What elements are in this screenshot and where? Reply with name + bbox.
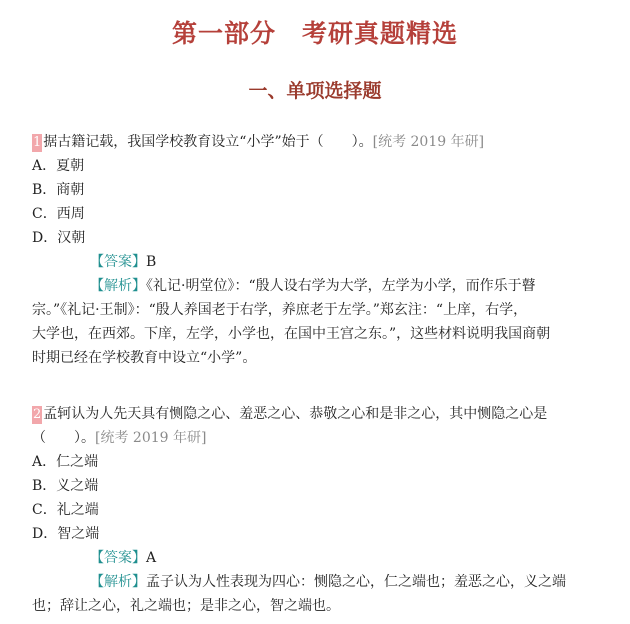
question-2-answer-value: A — [146, 550, 157, 566]
question-1-option-c: C．西周 — [32, 206, 85, 222]
question-1-analysis-line-4: 时期已经在学校教育中设立“小学”。 — [32, 350, 257, 366]
question-2-analysis-label: 【解析】 — [90, 574, 146, 590]
question-1-number: 1 — [33, 135, 42, 150]
question-2-option-d: D．智之端 — [32, 526, 100, 542]
question-2-answer-label: 【答案】 — [90, 550, 146, 566]
part-title — [0, 14, 630, 50]
question-1-answer — [90, 250, 156, 274]
question-2-analysis-text-1: 孟子认为人性表现为四心：恻隐之心，仁之端也；羞恶之心，义之端 — [146, 574, 566, 590]
question-1-tag: [统考 2019 年研] — [372, 134, 485, 150]
question-2-analysis-line-2: 也；辞让之心，礼之端也；是非之心，智之端也。 — [32, 598, 340, 614]
question-1-answer-label: 【答案】 — [90, 254, 146, 270]
part-title-prefix: 第一部分 — [171, 19, 276, 48]
question-2-option-b: B．义之端 — [32, 478, 99, 494]
question-2-stem-text-1: 孟轲认为人先天具有恻隐之心、羞恶之心、恭敬之心和是非之心，其中恻隐之心是 — [43, 406, 548, 422]
question-1-option-b: B．商朝 — [32, 182, 85, 198]
question-1-option-a: A．夏朝 — [32, 158, 85, 174]
question-2-number: 2 — [33, 407, 42, 422]
question-1-answer-value: B — [146, 254, 157, 270]
question-2-stem-line-1 — [32, 402, 547, 426]
section-title: 一、单项选择题 — [248, 80, 382, 102]
question-2-answer — [90, 546, 156, 570]
question-1-stem — [32, 130, 484, 154]
question-2-option-c: C．礼之端 — [32, 502, 99, 518]
question-2-tag: [统考 2019 年研] — [95, 430, 207, 446]
question-1-analysis-text-1: 《礼记·明堂位》：“殷人设右学为大学，左学为小学，而作乐于瞽 — [146, 278, 536, 294]
question-2-option-a: A．仁之端 — [32, 454, 99, 470]
question-1-option-d: D．汉朝 — [32, 230, 86, 246]
question-2-analysis-line-1 — [90, 570, 566, 594]
question-1-analysis-line-1 — [90, 274, 536, 298]
question-1-analysis-line-2: 宗。”《礼记·王制》：“殷人养国老于右学，养庶老于左学。”郑玄注：“上庠，右学， — [32, 302, 528, 318]
question-1-stem-text: 据古籍记载，我国学校教育设立“小学”始于（ ）。 — [43, 134, 373, 150]
question-1-analysis-label: 【解析】 — [90, 278, 146, 294]
question-1-analysis-line-3: 大学也，在西郊。下庠，左学，小学也，在国中王宫之东。”，这些材料说明我国商朝 — [32, 326, 551, 342]
part-title-main: 考研真题精选 — [302, 19, 459, 48]
question-2-stem-line-2 — [32, 426, 206, 450]
question-2-stem-text-2: （ ）。 — [32, 430, 95, 446]
